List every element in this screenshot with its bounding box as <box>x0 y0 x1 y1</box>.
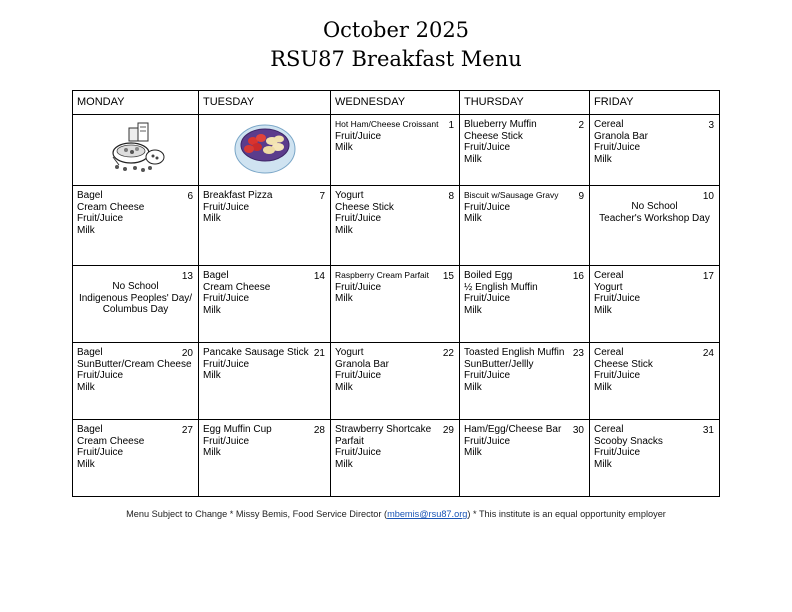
day-number: 28 <box>313 425 325 436</box>
menu-item: Yogurt <box>335 347 364 358</box>
menu-item: Fruit/Juice <box>464 293 511 304</box>
menu-item: Fruit/Juice <box>594 447 641 458</box>
no-school-note: Teacher's Workshop Day <box>599 212 710 224</box>
day-number: 7 <box>319 191 325 202</box>
menu-item: Fruit/Juice <box>203 293 250 304</box>
day-cell <box>331 115 460 186</box>
footer-text-after: ) * This institute is an equal opportunity employer <box>467 509 666 519</box>
menu-item: Bagel <box>77 347 103 358</box>
menu-item: Parfait <box>335 435 364 447</box>
menu-item: Milk <box>203 370 221 381</box>
menu-item: Fruit/Juice <box>335 370 382 381</box>
day-number: 27 <box>181 425 193 436</box>
menu-item: Milk <box>335 458 353 470</box>
footer-text-before: Menu Subject to Change * Missy Bemis, Food Service Director ( <box>126 509 388 519</box>
menu-item: Fruit/Juice <box>77 447 124 458</box>
menu-item: Fruit/Juice <box>464 142 511 153</box>
day-number: 23 <box>572 348 584 359</box>
day-number: 13 <box>181 271 193 282</box>
menu-item: Fruit/Juice <box>594 293 641 304</box>
day-cell <box>73 343 199 420</box>
day-cell <box>460 115 590 186</box>
page-subtitle: RSU87 Breakfast Menu <box>270 47 522 71</box>
menu-item: Fruit/Juice <box>203 435 250 447</box>
header-wednesday: WEDNESDAY <box>331 91 460 115</box>
menu-item: Milk <box>464 381 482 393</box>
menu-item: Milk <box>335 224 353 236</box>
menu-item: Granola Bar <box>594 130 648 142</box>
day-cell <box>460 266 590 343</box>
day-cell <box>460 343 590 420</box>
day-number: 22 <box>442 348 454 359</box>
menu-item: Boiled Egg <box>464 270 513 281</box>
menu-item: Milk <box>464 447 482 458</box>
menu-item: Breakfast Pizza <box>203 190 273 201</box>
day-cell <box>73 186 199 266</box>
no-school-note: Columbus Day <box>102 304 169 315</box>
menu-item: Scooby Snacks <box>594 435 663 447</box>
menu-item: Milk <box>203 447 221 458</box>
header-friday: FRIDAY <box>590 91 720 115</box>
menu-item: Milk <box>335 381 353 393</box>
menu-item: Cream Cheese <box>203 281 271 293</box>
day-cell <box>590 420 720 497</box>
day-cell <box>199 186 331 266</box>
weekday-header-row <box>73 91 720 115</box>
no-school-note: No School <box>112 281 159 292</box>
menu-item: Fruit/Juice <box>335 213 382 224</box>
menu-item: Fruit/Juice <box>594 142 641 153</box>
menu-item: Milk <box>77 224 95 236</box>
day-cell <box>73 420 199 497</box>
header-thursday: THURSDAY <box>460 91 590 115</box>
day-number: 29 <box>442 425 454 436</box>
day-cell <box>199 266 331 343</box>
day-number: 21 <box>313 348 325 359</box>
menu-item: Bagel <box>203 270 229 281</box>
menu-item: Milk <box>464 153 482 165</box>
menu-item: Cereal <box>594 119 624 130</box>
day-cell <box>199 343 331 420</box>
menu-item: Yogurt <box>335 190 364 201</box>
day-cell <box>590 343 720 420</box>
day-cell <box>73 266 199 343</box>
menu-item: Blueberry Muffin <box>464 119 537 130</box>
menu-calendar <box>72 90 720 497</box>
day-number: 2 <box>578 120 584 131</box>
week-row <box>73 420 720 497</box>
menu-item: Milk <box>594 458 612 470</box>
day-number: 6 <box>187 191 193 202</box>
menu-item: Ham/Egg/Cheese Bar <box>464 424 562 435</box>
menu-item: Cheese Stick <box>464 130 523 142</box>
menu-item: Cereal <box>594 347 624 358</box>
fruit-bowl-icon <box>233 119 297 177</box>
menu-item: Milk <box>464 304 482 316</box>
menu-item: Bagel <box>77 424 103 435</box>
header-monday: MONDAY <box>73 91 199 115</box>
day-number: 10 <box>702 191 714 202</box>
menu-item: Milk <box>77 458 95 470</box>
day-number: 1 <box>448 120 454 131</box>
day-cell <box>590 115 720 186</box>
menu-item: Fruit/Juice <box>335 281 382 293</box>
day-number: 8 <box>448 191 454 202</box>
menu-item: Pancake Sausage Stick <box>203 347 309 358</box>
day-number: 31 <box>702 425 714 436</box>
day-number: 16 <box>572 271 584 282</box>
day-cell <box>331 266 460 343</box>
no-school-note: Indigenous Peoples' Day/ <box>78 292 193 304</box>
menu-item: Bagel <box>77 190 103 201</box>
day-number: 15 <box>442 271 454 282</box>
menu-item: Milk <box>594 304 612 316</box>
day-number: 9 <box>578 191 584 202</box>
menu-item: SunButter/Cream Cheese <box>77 358 192 370</box>
menu-item: Fruit/Juice <box>77 213 124 224</box>
menu-item: Biscuit w/Sausage Gravy <box>464 190 559 200</box>
menu-item: Milk <box>77 381 95 393</box>
day-cell <box>331 343 460 420</box>
menu-item: Milk <box>335 142 353 153</box>
day-number: 20 <box>181 348 193 359</box>
menu-item: Raspberry Cream Parfait <box>335 270 430 280</box>
breakfast-illustration-icon <box>105 119 167 179</box>
header-tuesday: TUESDAY <box>199 91 331 115</box>
menu-item: Milk <box>203 304 221 316</box>
menu-item: Fruit/Juice <box>464 435 511 447</box>
day-number: 17 <box>702 271 714 282</box>
day-cell <box>199 115 331 186</box>
menu-item: Cheese Stick <box>594 358 653 370</box>
menu-item: Milk <box>594 153 612 165</box>
day-number: 30 <box>572 425 584 436</box>
week-row <box>73 186 720 266</box>
menu-item: Fruit/Juice <box>464 201 511 213</box>
menu-item: Yogurt <box>594 281 623 293</box>
day-number: 3 <box>708 120 714 131</box>
week-row <box>73 343 720 420</box>
menu-item: Fruit/Juice <box>464 370 511 381</box>
menu-item: Fruit/Juice <box>77 370 124 381</box>
menu-item: Cereal <box>594 424 624 435</box>
menu-item: Fruit/Juice <box>335 130 382 142</box>
menu-item: Milk <box>594 381 612 393</box>
day-number: 14 <box>313 271 325 282</box>
page-title: October 2025 <box>322 18 470 42</box>
menu-item: Egg Muffin Cup <box>203 424 272 435</box>
day-cell <box>590 186 720 266</box>
director-email-link[interactable]: mbemis@rsu87.org <box>387 509 468 519</box>
day-cell <box>199 420 331 497</box>
day-cell <box>460 420 590 497</box>
menu-item: Milk <box>335 293 353 304</box>
day-number: 24 <box>702 348 714 359</box>
footer-note <box>0 509 792 519</box>
day-cell <box>590 266 720 343</box>
menu-item: Milk <box>203 213 221 224</box>
menu-item: Hot Ham/Cheese Croissant <box>335 119 439 129</box>
menu-item: Cereal <box>594 270 624 281</box>
menu-item: Fruit/Juice <box>594 370 641 381</box>
menu-item: SunButter/Jellly <box>464 358 534 370</box>
menu-item: ½ English Muffin <box>464 281 538 293</box>
day-cell <box>460 186 590 266</box>
menu-item: Granola Bar <box>335 358 389 370</box>
menu-item: Toasted English Muffin <box>464 347 565 358</box>
day-cell <box>331 420 460 497</box>
menu-item: Cream Cheese <box>77 435 145 447</box>
day-cell <box>73 115 199 186</box>
menu-item: Strawberry Shortcake <box>335 424 432 435</box>
menu-item: Milk <box>464 213 482 224</box>
no-school-note: No School <box>631 201 678 212</box>
menu-item: Cheese Stick <box>335 201 394 213</box>
menu-item: Fruit/Juice <box>335 447 382 458</box>
week-row <box>73 266 720 343</box>
day-cell <box>331 186 460 266</box>
menu-item: Cream Cheese <box>77 201 145 213</box>
week-row <box>73 115 720 186</box>
menu-item: Fruit/Juice <box>203 201 250 213</box>
menu-item: Fruit/Juice <box>203 358 250 370</box>
